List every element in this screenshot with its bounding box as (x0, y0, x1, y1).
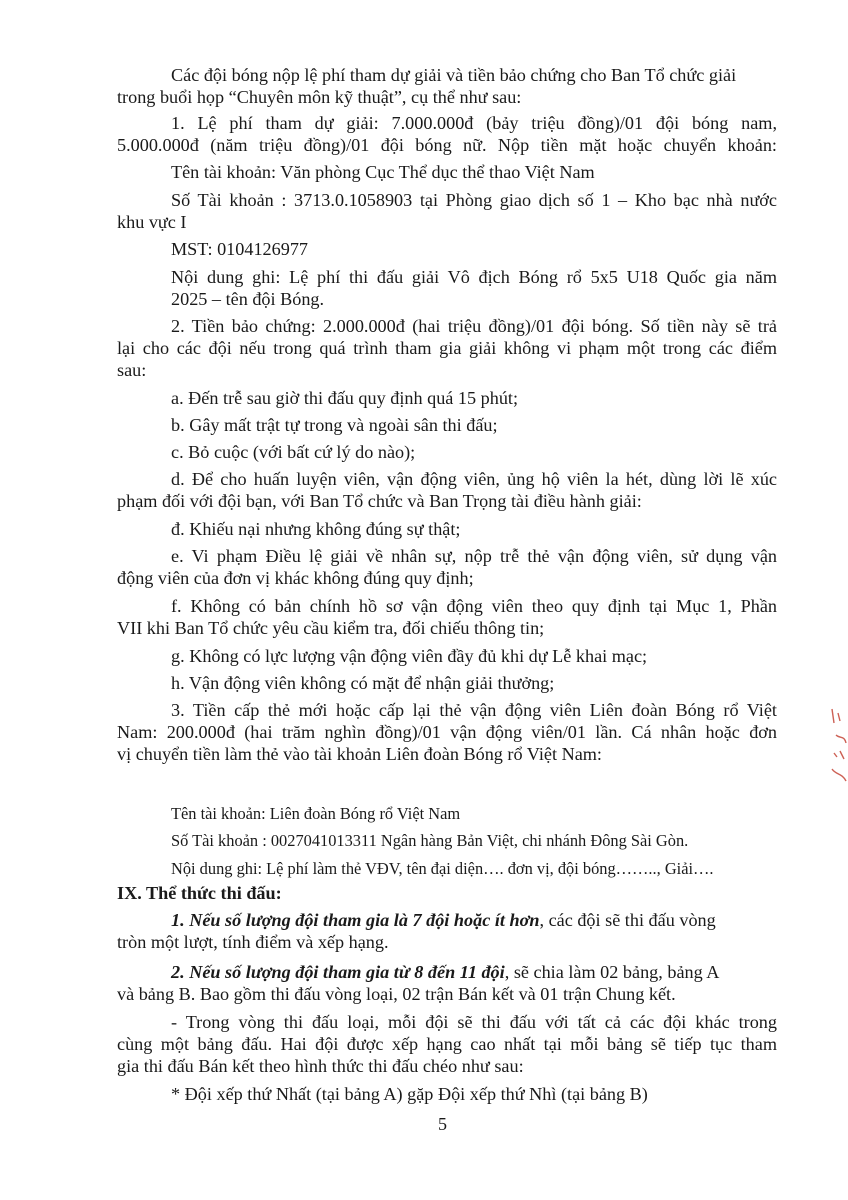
deposit-line-3: sau: (117, 360, 147, 380)
fee-account-name: Tên tài khoản: Văn phòng Cục Thể dục thể thao Việt Nam (171, 162, 595, 182)
deposit-item-h: h. Vận động viên không có mặt để nhận giải thưởng; (171, 673, 555, 693)
rule-1-line-2: tròn một lượt, tính điểm và xếp hạng. (117, 932, 389, 952)
deposit-item-a: a. Đến trễ sau giờ thi đấu quy định quá 15 phút; (171, 388, 519, 408)
deposit-item-b: b. Gây mất trật tự trong và ngoài sân thi đấu; (171, 415, 498, 435)
rule-1-line-1 (171, 909, 716, 931)
card-line-3: vị chuyển tiền làm thẻ vào tài khoản Liên đoàn Bóng rổ Việt Nam: (117, 744, 602, 764)
deposit-item-e-line-2: động viên của đơn vị khác không đúng quy định; (117, 568, 474, 588)
rule-3-line-2: cùng một bảng đấu. Hai đội được xếp hạng cao nhất tại mỗi bảng sẽ tiếp tục tham (117, 1034, 777, 1054)
card-content: Nội dung ghi: Lệ phí làm thẻ VĐV, tên đại diện…. đơn vị, đội bóng…….., Giải…. (171, 859, 714, 878)
rule-2-rest: , sẽ chia làm 02 bảng, bảng A (504, 962, 720, 982)
rule-1-rest: , các đội sẽ thi đấu vòng (539, 910, 716, 930)
fee-account-branch: khu vực I (117, 212, 187, 232)
section-heading: IX. Thể thức thi đấu: (117, 883, 282, 903)
fee-line-1: 1. Lệ phí tham dự giải: 7.000.000đ (bảy triệu đồng)/01 đội bóng nam, (171, 113, 777, 133)
rule-2-line-1 (171, 961, 719, 983)
card-line-2: Nam: 200.000đ (hai trăm nghìn đồng)/01 vận động viên/01 lần. Cá nhân hoặc đơn (117, 722, 777, 742)
deposit-item-c: c. Bỏ cuộc (với bất cứ lý do nào); (171, 442, 416, 462)
intro-line-1: Các đội bóng nộp lệ phí tham dự giải và tiền bảo chứng cho Ban Tổ chức giải (171, 65, 737, 85)
intro-line-2: trong buổi họp “Chuyên môn kỹ thuật”, cụ thể như sau: (117, 87, 522, 107)
rule-2-line-2: và bảng B. Bao gồm thi đấu vòng loại, 02 trận Bán kết và 01 trận Chung kết. (117, 984, 676, 1004)
deposit-item-f-line-1: f. Không có bản chính hồ sơ vận động viên theo quy định tại Mục 1, Phần (171, 596, 777, 616)
deposit-item-f-line-2: VII khi Ban Tổ chức yêu cầu kiểm tra, đối chiếu thông tin; (117, 618, 545, 638)
rule-2-emphasis: 2. Nếu số lượng đội tham gia từ 8 đến 11 đội (171, 962, 505, 982)
fee-content-line-1: Nội dung ghi: Lệ phí thi đấu giải Vô địch Bóng rổ 5x5 U18 Quốc gia năm (171, 267, 777, 287)
fee-account-number: Số Tài khoản : 3713.0.1058903 tại Phòng giao dịch số 1 – Kho bạc nhà nước (171, 190, 777, 210)
fee-content-line-2: 2025 – tên đội Bóng. (171, 289, 325, 309)
deposit-item-d-line-2: phạm đối với đội bạn, với Ban Tổ chức và Ban Trọng tài điều hành giải: (117, 491, 642, 511)
page-number: 5 (438, 1114, 447, 1134)
fee-tax-code: MST: 0104126977 (171, 239, 309, 259)
deposit-item-g: g. Không có lực lượng vận động viên đầy đủ khi dự Lễ khai mạc; (171, 646, 648, 666)
card-line-1: 3. Tiền cấp thẻ mới hoặc cấp lại thẻ vận động viên Liên đoàn Bóng rổ Việt (171, 700, 777, 720)
rule-4: * Đội xếp thứ Nhất (tại bảng A) gặp Đội xếp thứ Nhì (tại bảng B) (171, 1084, 648, 1104)
deposit-line-2: lại cho các đội nếu trong quá trình tham gia giải không vi phạm một trong các điểm (117, 338, 777, 358)
stamp-mark-icon (818, 705, 848, 795)
deposit-item-d-line-1: d. Để cho huấn luyện viên, vận động viên, ủng hộ viên la hét, dùng lời lẽ xúc (171, 469, 777, 489)
rule-1-emphasis: 1. Nếu số lượng đội tham gia là 7 đội hoặc ít hơn (171, 910, 540, 930)
deposit-item-e-line-1: e. Vi phạm Điều lệ giải về nhân sự, nộp trễ thẻ vận động viên, sử dụng vận (171, 546, 777, 566)
deposit-item-dd: đ. Khiếu nại nhưng không đúng sự thật; (171, 519, 461, 539)
rule-3-line-3: gia thi đấu Bán kết theo hình thức thi đấu chéo như sau: (117, 1056, 524, 1076)
card-account-number: Số Tài khoản : 0027041013311 Ngân hàng Bản Việt, chi nhánh Đông Sài Gòn. (171, 831, 689, 850)
rule-3-line-1: - Trong vòng thi đấu loại, mỗi đội sẽ thi đấu với tất cả các đội khác trong (171, 1012, 777, 1032)
red-stamp-edge (818, 705, 848, 795)
fee-line-2: 5.000.000đ (năm triệu đồng)/01 đội bóng nữ. Nộp tiền mặt hoặc chuyển khoản: (117, 135, 777, 155)
deposit-line-1: 2. Tiền bảo chứng: 2.000.000đ (hai triệu đồng)/01 đội bóng. Số tiền này sẽ trả (171, 316, 777, 336)
card-account-name: Tên tài khoản: Liên đoàn Bóng rổ Việt Nam (171, 804, 461, 823)
